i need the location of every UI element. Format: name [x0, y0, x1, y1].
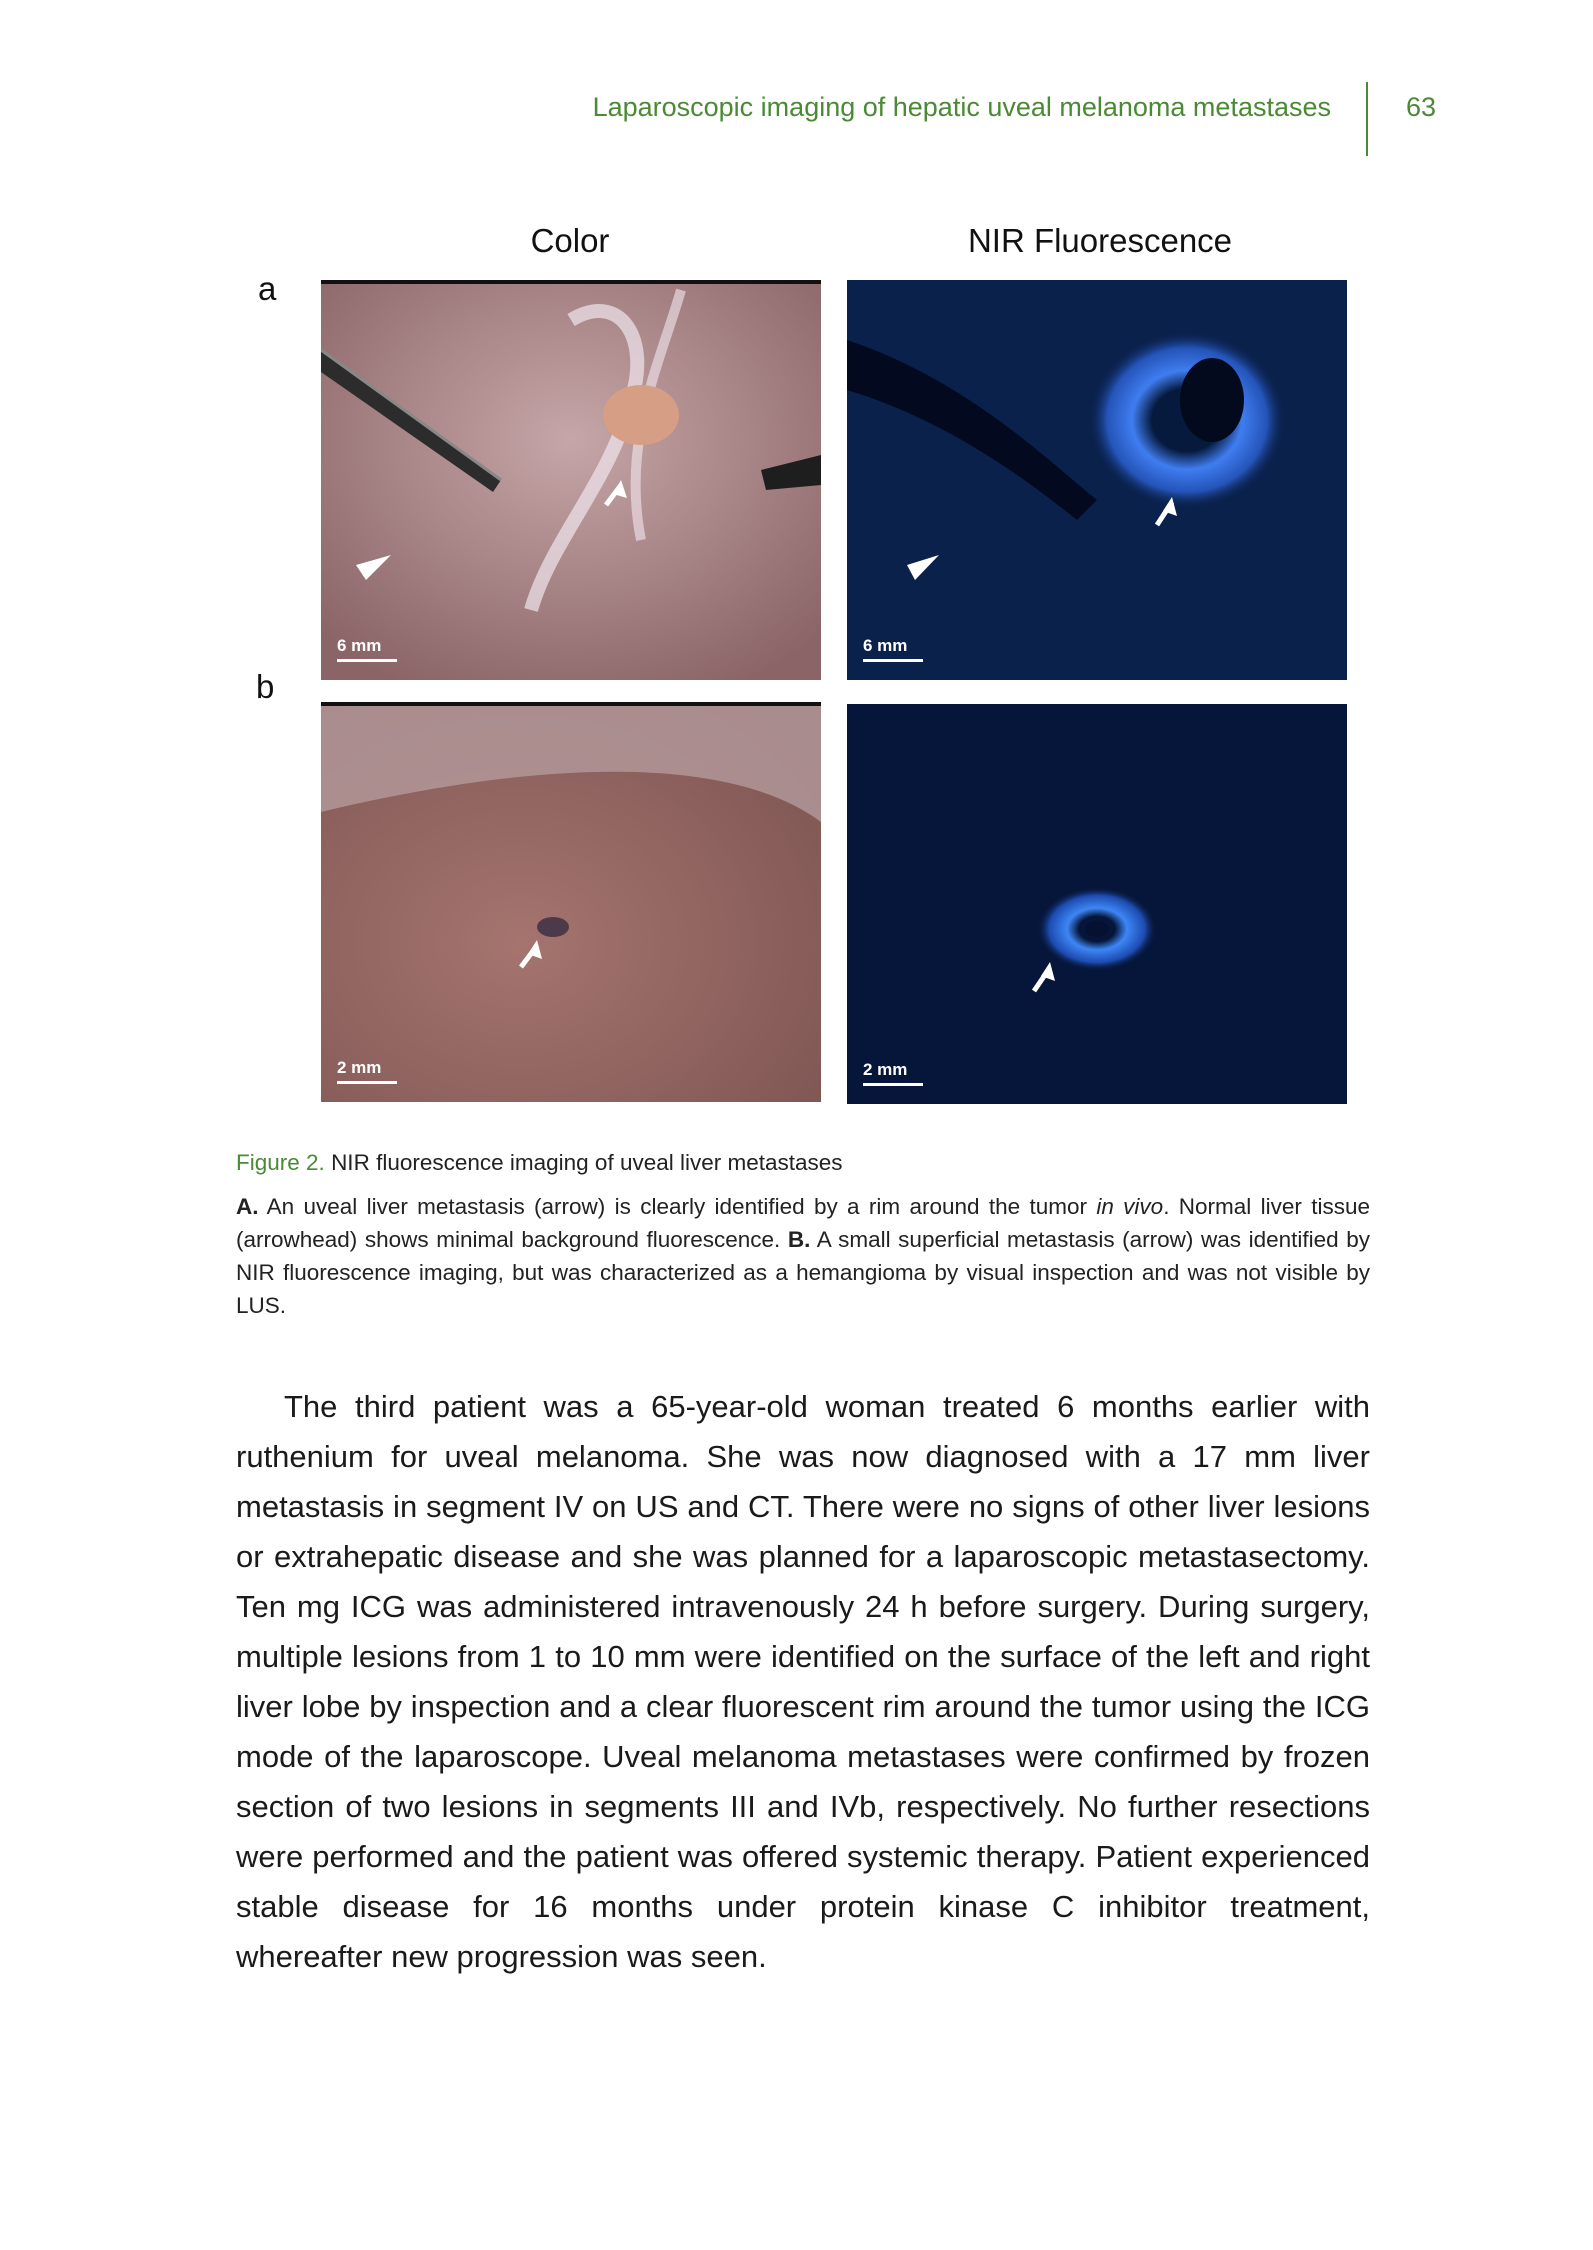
body-paragraph: The third patient was a 65-year-old woman treated 6 months earlier with ruthenium for uveal melanoma. She was now diagnosed with a 17 mm liver metastasis in segment IV on US and CT. There were no signs of other liver lesions or extrahepatic disease and she was planned for a laparoscopic metastasectomy. Ten mg ICG was administered intravenously 24 h before surgery. During surgery, multiple lesions from 1 to 10 mm were identified on the surface of the left and right liver lobe by inspection and a clear fluorescent rim around the tumor using the ICG mode of the laparoscope. Uveal melanoma metastases were confirmed by frozen section of two lesions in segments III and IVb, respectively. No further resections were performed and the patient was offered systemic therapy. Patient experienced stable disease for 16 months under protein kinase C inhibitor treatment, whereafter new progression was seen.	[236, 1389, 1370, 1974]
panel-b-nir-image	[847, 704, 1347, 1104]
caption-a-italic: in vivo	[1096, 1194, 1164, 1219]
figure-caption-title	[236, 1146, 1370, 1179]
caption-a-text-2: . Normal liver tissue (arrowhead) shows minimal background fluorescence.	[236, 1194, 1370, 1252]
header-divider	[1366, 82, 1368, 156]
caption-a-label: A.	[236, 1194, 259, 1219]
running-title: Laparoscopic imaging of hepatic uveal melanoma metastases	[592, 92, 1331, 122]
caption-a-text-1: An uveal liver metastasis (arrow) is clearly identified by a rim around the tumor	[266, 1194, 1087, 1219]
scale-bar-b-nir-label: 2 mm	[863, 1060, 908, 1079]
figure-label: Figure 2.	[236, 1150, 325, 1175]
scale-bar-b-nir	[863, 1060, 923, 1086]
panel-a-nir-image	[847, 280, 1347, 680]
caption-b-text: A small superficial metastasis (arrow) was identified by NIR fluorescence imaging, but was characterized as a hemangioma by visual inspection and was not visible by LUS.	[236, 1227, 1370, 1318]
page-number: 63	[1406, 92, 1437, 122]
panel-a-color-image	[321, 280, 821, 680]
row-label-a: a	[258, 270, 277, 307]
scale-bar-a-nir-label: 6 mm	[863, 636, 908, 655]
figure-title: NIR fluorescence imaging of uveal liver metastases	[331, 1150, 843, 1175]
panel-b-color-image	[321, 702, 821, 1102]
figure-caption-body	[236, 1190, 1370, 1322]
scale-bar-a-nir	[863, 636, 923, 662]
scale-bar-a-color	[337, 636, 397, 662]
scale-bar-a-color-label: 6 mm	[337, 636, 382, 655]
caption-b-label: B.	[787, 1227, 811, 1252]
column-title-color: Color	[530, 222, 610, 259]
scale-bar-b-color-label: 2 mm	[337, 1058, 382, 1077]
row-label-b: b	[256, 668, 275, 705]
column-title-nir: NIR Fluorescence	[967, 222, 1233, 259]
scale-bar-b-color	[337, 1058, 397, 1084]
